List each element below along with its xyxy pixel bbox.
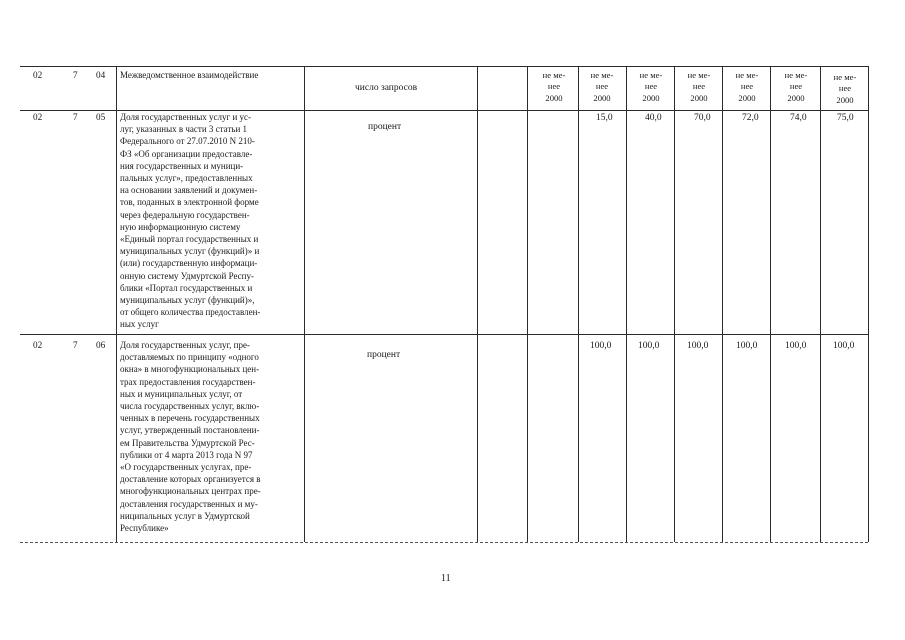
column-rule: [527, 66, 528, 542]
value-cell: 100,0: [785, 341, 807, 351]
value-cell: не ме- нее 2000: [590, 70, 614, 103]
column-rule: [868, 66, 869, 542]
table-bottom-rule: [20, 542, 868, 543]
value-cell: 100,0: [736, 341, 758, 351]
column-rule: [116, 66, 117, 542]
value-cell: не ме- нее 2000: [542, 70, 566, 103]
column-rule: [674, 66, 675, 542]
column-rule: [304, 66, 305, 542]
indicator-description: Доля государственных услуг, пре- доставляемых по принципу «одного окна» в многофункциональных цен- трах предоставления государствен- ных и муниципальных услуг, от числа государственных услуг, вклю- ченных в перечень государственных услуг, утвержденный постановлени- ем Правительства Удмуртской Рес- публики от 4 марта 2013 года N 97 «О государственных услугах, пре- доставление которых организуется в многофункциональных центрах пре- доставления государственных и му- ниципальных услуг в Удмуртской Республике»: [120, 340, 261, 534]
row-code-b: 7: [73, 70, 78, 80]
row-code-b: 7: [73, 340, 78, 350]
value-cell: 100,0: [638, 341, 660, 351]
row-code-c: 04: [96, 70, 106, 80]
column-rule: [722, 66, 723, 542]
column-rule: [578, 66, 579, 542]
unit-label: число запросов: [355, 83, 418, 93]
column-rule: [820, 66, 821, 542]
value-cell: 75,0: [837, 113, 854, 123]
row-code-b: 7: [73, 112, 78, 122]
row-code-a: 02: [33, 112, 43, 122]
value-cell: не ме- нее 2000: [784, 70, 808, 103]
value-cell: не ме- нее 2000: [833, 72, 857, 105]
unit-label: процент: [368, 122, 402, 132]
table-top-rule: [20, 66, 868, 67]
page-number: 11: [441, 573, 451, 584]
value-cell: 100,0: [590, 341, 612, 351]
indicator-description: Доля государственных услуг и ус- луг, указанных в части 3 статьи 1 Федерального от 27.07.2010 N 210- ФЗ «Об организации предоставле- ния государственных и муници- пальных услуг», предоставленных на основании заявлений и докумен- тов, поданных в электронной форме через федеральную государствен- ную информационную систему «Единый портал государственных и муниципальных услуг (функций)» и (или) государственную информаци- онную систему Удмуртской Респу- блики «Портал государственных и муниципальных услуг (функций)», от общего количества предоставлен- ных услуг: [120, 112, 261, 330]
value-cell: не ме- нее 2000: [687, 70, 711, 103]
unit-label: процент: [367, 350, 401, 360]
value-cell: 100,0: [833, 341, 855, 351]
row-divider: [20, 334, 868, 335]
row-code-a: 02: [33, 340, 43, 350]
column-rule: [477, 66, 478, 542]
column-rule: [770, 66, 771, 542]
value-cell: 40,0: [645, 113, 662, 123]
indicator-description: Межведомственное взаимодействие: [120, 70, 259, 80]
value-cell: 100,0: [687, 341, 709, 351]
value-cell: 72,0: [742, 113, 759, 123]
row-code-c: 05: [96, 112, 106, 122]
value-cell: 15,0: [596, 113, 613, 123]
value-cell: 70,0: [694, 113, 711, 123]
value-cell: не ме- нее 2000: [735, 70, 759, 103]
value-cell: не ме- нее 2000: [639, 70, 663, 103]
row-code-a: 02: [33, 70, 43, 80]
value-cell: 74,0: [790, 113, 807, 123]
column-rule: [626, 66, 627, 542]
row-code-c: 06: [96, 340, 106, 350]
